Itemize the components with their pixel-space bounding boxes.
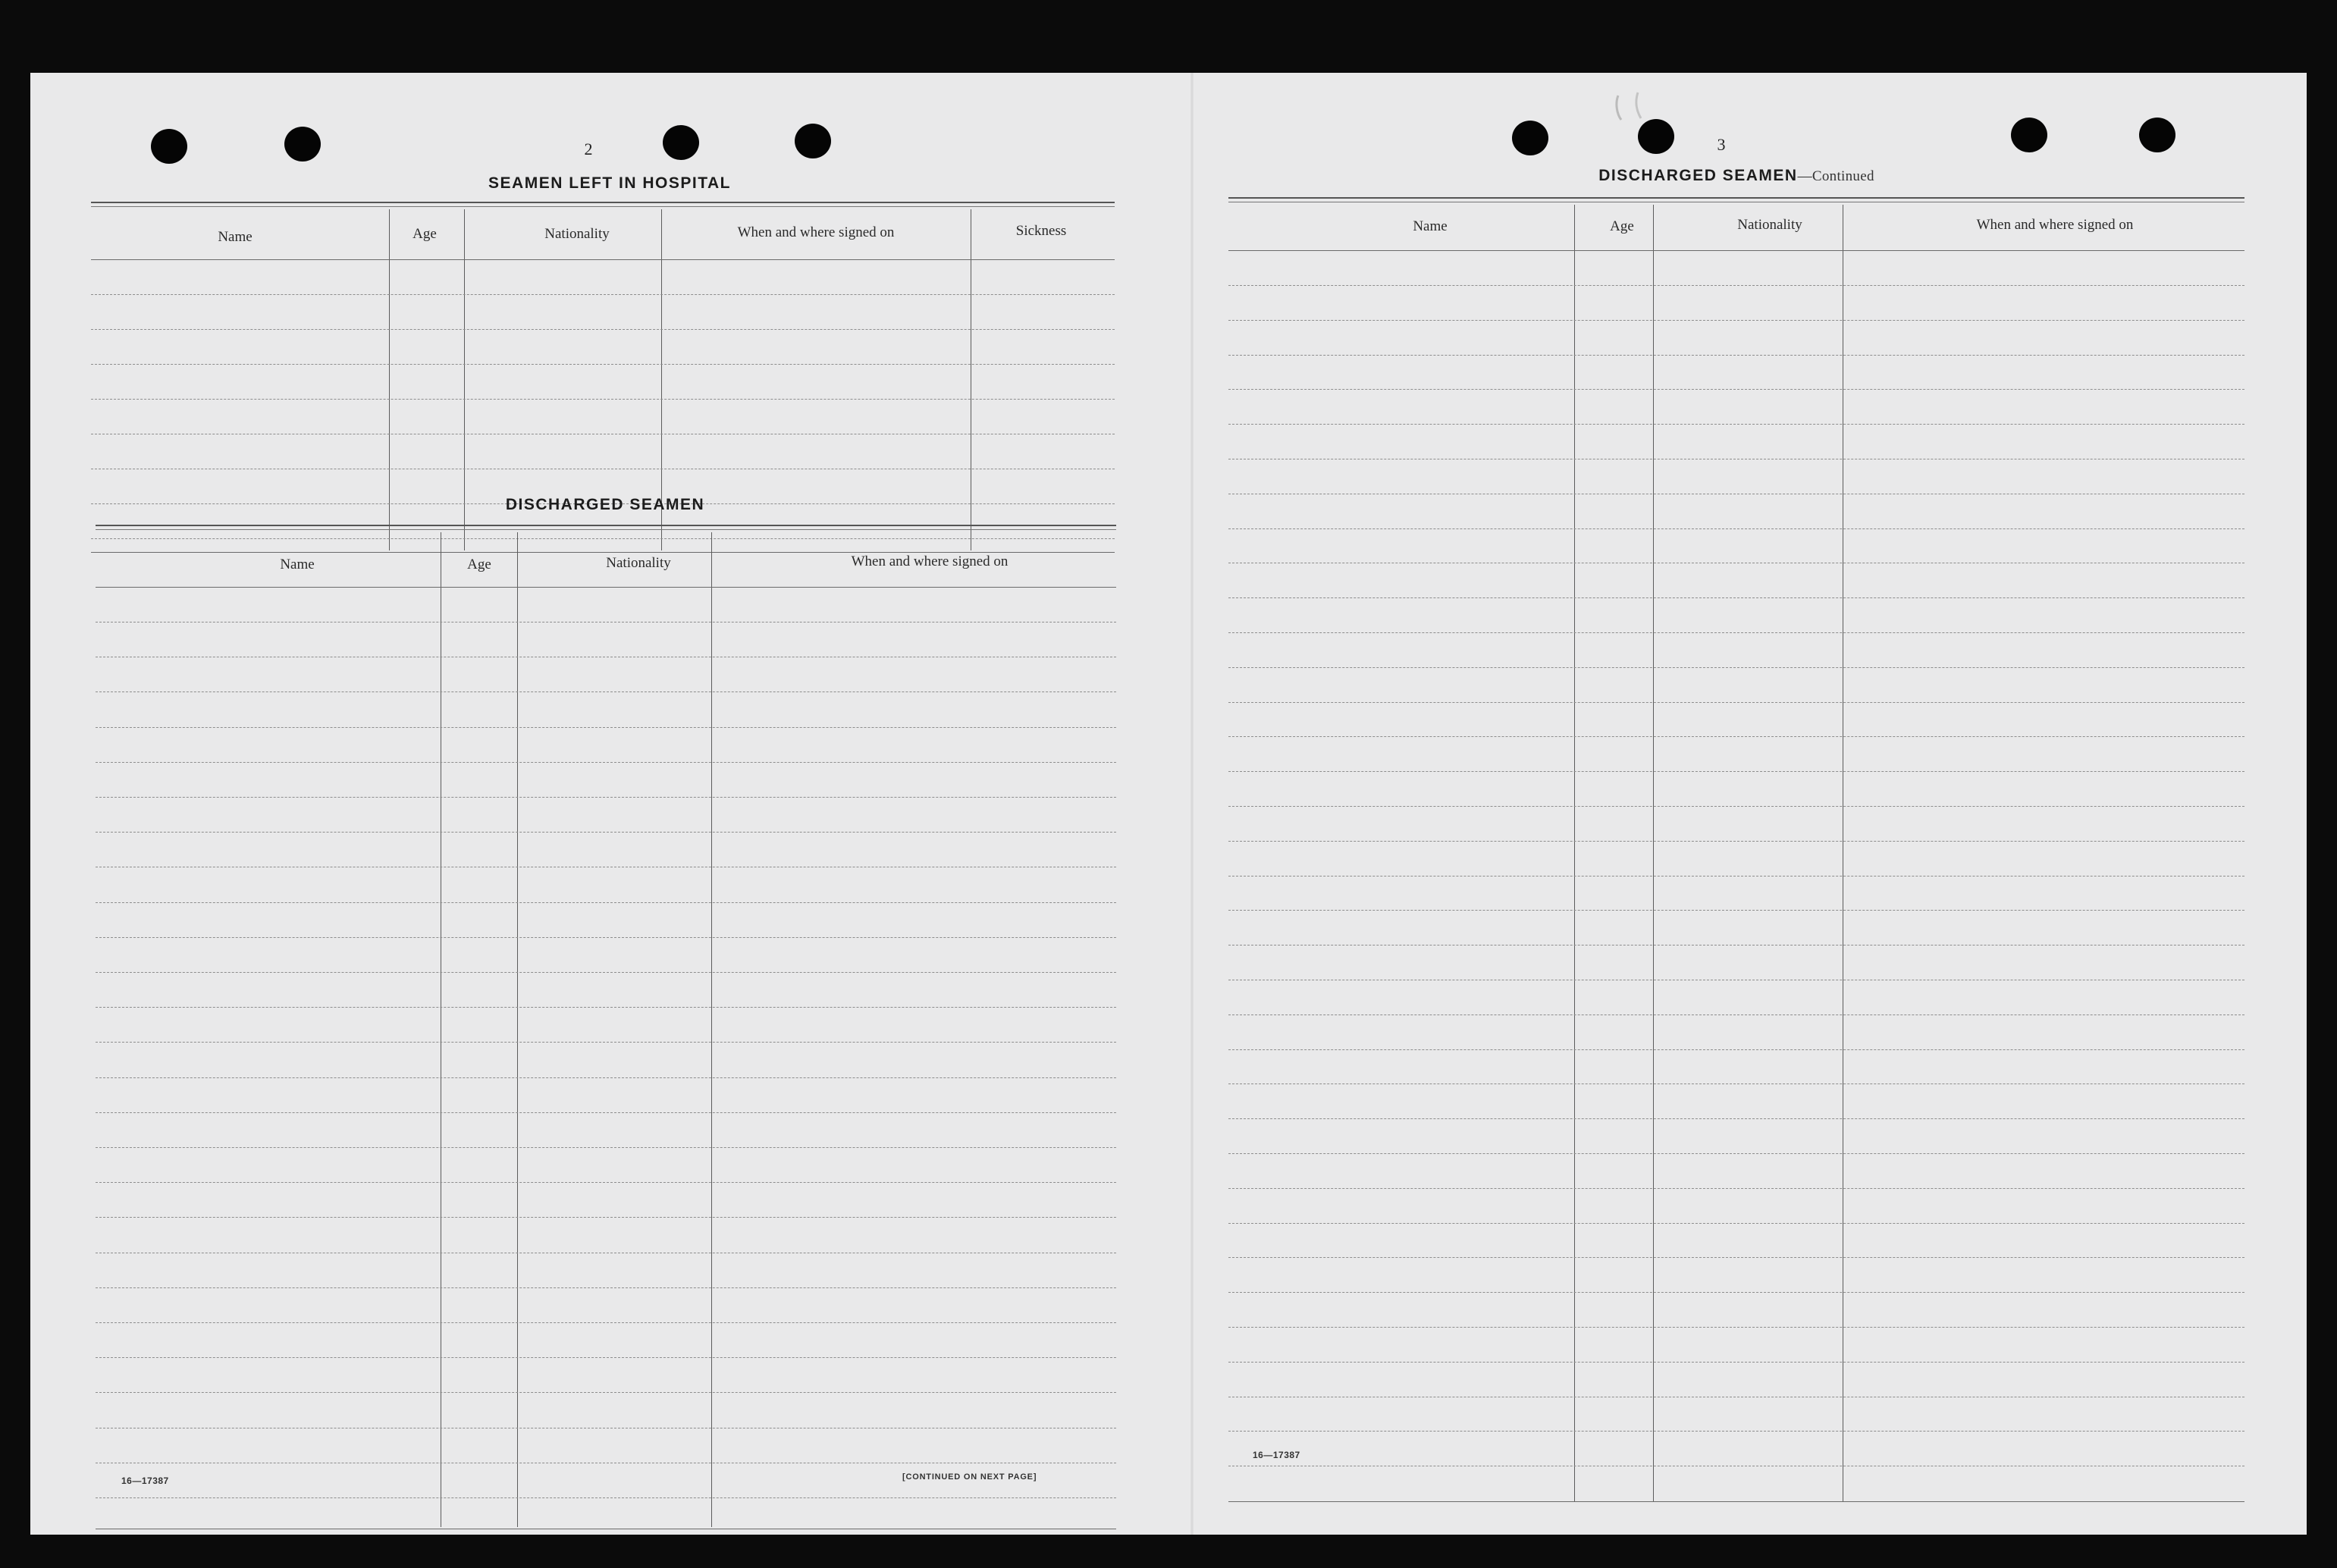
ruled-row-line bbox=[96, 1392, 1116, 1393]
ruled-row-line bbox=[1228, 1362, 2244, 1363]
column-header-name: Name bbox=[280, 557, 315, 572]
ruled-row-line bbox=[96, 1007, 1116, 1008]
ruled-row-line bbox=[1228, 841, 2244, 842]
ruled-row-line bbox=[91, 329, 1115, 330]
column-header-nationality: Nationality bbox=[544, 226, 610, 242]
table-top-rule bbox=[91, 202, 1115, 203]
ruled-row-line bbox=[91, 364, 1115, 365]
table-top-rule bbox=[96, 525, 1116, 526]
ruled-row-line bbox=[1228, 876, 2244, 877]
ruled-row-line bbox=[1228, 945, 2244, 946]
ruled-row-line bbox=[1228, 1327, 2244, 1328]
column-header-nationality: Nationality bbox=[1737, 217, 1802, 233]
ruled-row-line bbox=[1228, 1049, 2244, 1050]
ruled-row-line bbox=[1228, 736, 2244, 737]
punch-hole bbox=[2139, 118, 2175, 152]
ruled-row-line bbox=[96, 902, 1116, 903]
punch-hole bbox=[284, 127, 321, 162]
ruled-row-line bbox=[1228, 1431, 2244, 1432]
ruled-row-line bbox=[96, 1112, 1116, 1113]
column-divider bbox=[464, 209, 465, 550]
hospital-section-title: SEAMEN LEFT IN HOSPITAL bbox=[488, 174, 731, 192]
ruled-row-line bbox=[1228, 771, 2244, 772]
discharged-continued-title bbox=[1598, 167, 1874, 185]
ruled-row-line bbox=[96, 1322, 1116, 1323]
table-top-rule bbox=[96, 529, 1116, 530]
ruled-row-line bbox=[96, 832, 1116, 833]
form-code-right: 16—17387 bbox=[1253, 1450, 1300, 1460]
punch-hole bbox=[795, 124, 831, 158]
header-bottom-rule bbox=[91, 259, 1115, 260]
ruled-row-line bbox=[1228, 806, 2244, 807]
ruled-row-line bbox=[1228, 1188, 2244, 1189]
header-bottom-rule bbox=[1228, 250, 2244, 251]
column-header-signed-on: When and where signed on bbox=[737, 224, 895, 240]
ruled-row-line bbox=[1228, 632, 2244, 633]
column-header-nationality: Nationality bbox=[606, 555, 671, 571]
ruled-row-line bbox=[96, 1287, 1116, 1288]
ruled-row-line bbox=[96, 797, 1116, 798]
ruled-row-line bbox=[96, 937, 1116, 938]
ruled-row-line bbox=[96, 972, 1116, 973]
ruled-row-line bbox=[96, 691, 1116, 692]
ruled-row-line bbox=[1228, 1014, 2244, 1015]
ruled-row-line bbox=[1228, 528, 2244, 529]
ruled-row-line bbox=[1228, 910, 2244, 911]
ruled-row-line bbox=[96, 1497, 1116, 1498]
ruled-row-line bbox=[96, 1182, 1116, 1183]
punch-hole bbox=[1512, 121, 1548, 155]
ruled-row-line bbox=[96, 1217, 1116, 1218]
ruled-row-line bbox=[1228, 285, 2244, 286]
column-header-age: Age bbox=[1610, 218, 1634, 234]
column-header-signed-on: When and where signed on bbox=[1976, 217, 2134, 233]
column-divider bbox=[389, 209, 390, 550]
discharged-continued-title-text: DISCHARGED SEAMEN bbox=[1598, 167, 1798, 184]
page-number-right: 3 bbox=[1717, 135, 1726, 154]
ruled-row-line bbox=[96, 1077, 1116, 1078]
column-header-sickness: Sickness bbox=[1015, 223, 1067, 239]
column-divider bbox=[517, 532, 518, 1527]
discharged-section-title: DISCHARGED SEAMEN bbox=[505, 496, 705, 513]
ruled-row-line bbox=[1228, 355, 2244, 356]
ruled-row-line bbox=[1228, 1257, 2244, 1258]
page-number-left: 2 bbox=[584, 140, 593, 158]
table-top-rule bbox=[1228, 197, 2244, 199]
column-header-age: Age bbox=[413, 226, 437, 242]
column-divider bbox=[1574, 205, 1575, 1501]
table-bottom-rule bbox=[1228, 1501, 2244, 1502]
column-divider bbox=[711, 532, 712, 1527]
continued-suffix: —Continued bbox=[1797, 168, 1874, 184]
ruled-row-line bbox=[1228, 597, 2244, 598]
ruled-row-line bbox=[1228, 1153, 2244, 1154]
column-header-signed-on: When and where signed on bbox=[851, 554, 1009, 569]
ruled-row-line bbox=[91, 294, 1115, 295]
punch-hole bbox=[663, 125, 699, 160]
continued-note: [CONTINUED ON NEXT PAGE] bbox=[902, 1472, 1037, 1482]
ruled-row-line bbox=[1228, 320, 2244, 321]
column-header-name: Name bbox=[218, 229, 253, 245]
ruled-row-line bbox=[1228, 1292, 2244, 1293]
column-divider bbox=[1653, 205, 1654, 1501]
ruled-row-line bbox=[1228, 1223, 2244, 1224]
discharged-table-right bbox=[1228, 197, 2244, 1506]
ruled-row-line bbox=[1228, 1118, 2244, 1119]
ruled-row-line bbox=[96, 1147, 1116, 1148]
ruled-row-line bbox=[96, 762, 1116, 763]
punch-hole bbox=[151, 129, 187, 164]
ruled-row-line bbox=[96, 1042, 1116, 1043]
ruled-row-line bbox=[1228, 1083, 2244, 1084]
paper-sheet bbox=[30, 73, 2307, 1535]
ruled-row-line bbox=[1228, 424, 2244, 425]
ruled-row-line bbox=[1228, 389, 2244, 390]
ruled-row-line bbox=[1228, 667, 2244, 668]
header-bottom-rule bbox=[96, 587, 1116, 588]
table-top-rule bbox=[91, 206, 1115, 207]
ruled-row-line bbox=[96, 727, 1116, 728]
ruled-row-line bbox=[1228, 702, 2244, 703]
discharged-table-left bbox=[96, 525, 1116, 1535]
column-header-age: Age bbox=[467, 557, 491, 572]
ruled-row-line bbox=[96, 1357, 1116, 1358]
form-code-left: 16—17387 bbox=[121, 1475, 169, 1486]
ruled-row-line bbox=[91, 399, 1115, 400]
punch-hole bbox=[2011, 118, 2047, 152]
column-header-name: Name bbox=[1413, 218, 1448, 234]
pencil-mark bbox=[1608, 88, 1653, 126]
